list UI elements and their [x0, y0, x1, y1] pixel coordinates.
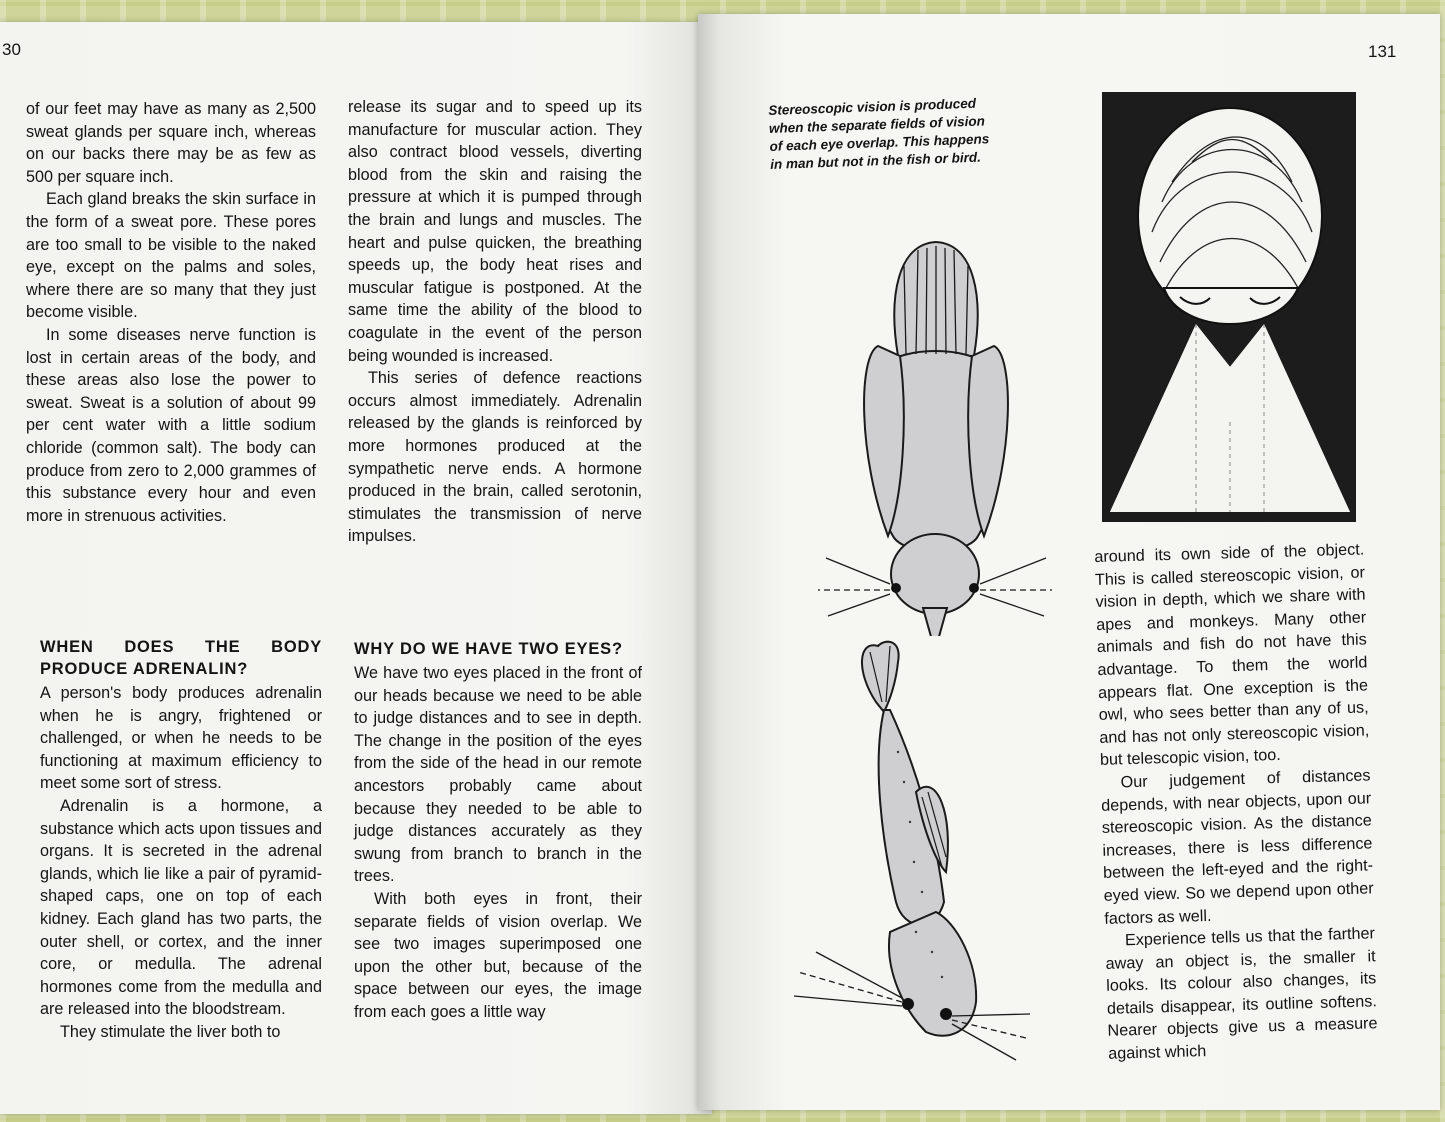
paragraph: With both eyes in front, their separate fields of vision overlap. We see two images superimposed one upon the other but, because of the space between our eyes, the image from each goes a little way	[354, 889, 642, 1021]
left-column-2	[348, 96, 642, 548]
page-number-left: 30	[2, 40, 21, 59]
paragraph: around its own side of the object. This is called stereoscopic vision, or vision in depth, which we share with apes and monkeys. Many other animals and fish do not have this advantage. To them the world appears flat. One exception is the owl, who sees better than any of us, and has not only stereoscopic vision, but telescopic vision, too.	[1094, 540, 1370, 770]
paragraph: They stimulate the liver both to	[60, 1022, 281, 1041]
paragraph: We have two eyes placed in the front of our heads because we need to be able to judge distances and to see in depth. The change in the position of the eyes from the side of the head in our remote ancestors probably came about because they needed to be able to judge distances accurately as they swung from branch to branch in the trees.	[354, 664, 642, 886]
right-page	[698, 14, 1440, 1110]
left-column-1	[26, 98, 316, 527]
figure-caption: Stereoscopic vision is produced when the separate fields of vision of each eye overlap. This happens in man but not in the fish or bird.	[768, 95, 990, 172]
paragraph: of our feet may have as many as 2,500 sweat glands per square inch, whereas on our backs there may be as few as 500 per square inch.	[26, 100, 316, 186]
paragraph: A person's body produces adrenalin when he is angry, frightened or challenged, or when he needs to be functioning at maximum efficiency to meet some sort of stress.	[40, 684, 322, 793]
left-column-2-section	[354, 638, 642, 1024]
page-number-right: 131	[1368, 42, 1397, 61]
section-heading-adrenalin: WHEN DOES THE BODY PRODUCE ADRENALIN?	[40, 638, 322, 678]
paragraph: This series of defence reactions occurs almost immediately. Adrenalin released by the glands is reinforced by more hormones produced at the sympathetic nerve ends. A hormone produced in the brain, called serotonin, stimulates the transmission of nerve impulses.	[348, 369, 642, 546]
paragraph: In some diseases nerve function is lost in certain areas of the body, and these areas also lose the power to sweat. Sweat is a solution of about 99 per cent water with a little sodium chloride (common salt). The body can produce from zero to 2,000 grammes of this substance every hour and even more in strenuous activities.	[26, 325, 316, 525]
paragraph: Our judgement of distances depends, with near objects, upon our stereoscopic vision. As the distance increases, there is less difference between the left-eyed and the right-eyed view. So we depend upon other factors as well.	[1100, 766, 1374, 928]
paragraph: Experience tells us that the farther away an object is, the smaller it looks. Its colour also changes, its details disappear, its outline softens. Nearer objects give us a measure against which	[1105, 924, 1378, 1063]
paragraph: Adrenalin is a hormone, a substance which acts upon tissues and organs. It is secreted in the adrenal glands, which lie like a pair of pyramid-shaped caps, one on top of each kidney. Each gland has two parts, the outer shell, or cortex, and the inner core, or medulla. The adrenal hormones come from the medulla and are released into the bloodstream.	[40, 796, 322, 1019]
human-head-vision-illustration	[1102, 92, 1356, 522]
left-column-1-section	[40, 636, 322, 1044]
paragraph: release its sugar and to speed up its manufacture for muscular action. They also contract blood vessels, diverting blood from the skin and raising the pressure at which it is pumped through the brain and lungs and muscles. The heart and pulse quicken, the breathing speeds up, the body heat rises and muscular fatigue is postponed. At the same time the ability of the blood to coagulate in the event of the person being wounded is increased.	[348, 98, 642, 365]
fish-top-view-illustration	[786, 632, 1036, 1062]
right-column	[1094, 538, 1378, 1065]
paragraph: Each gland breaks the skin surface in the form of a sweat pore. These pores are too small to be visible to the naked eye, except on the palms and soles, where there are so many that they just become visible.	[26, 190, 316, 322]
bird-top-view-illustration	[808, 236, 1058, 636]
section-heading-two-eyes: WHY DO WE HAVE TWO EYES?	[354, 640, 623, 658]
left-page	[0, 22, 712, 1114]
